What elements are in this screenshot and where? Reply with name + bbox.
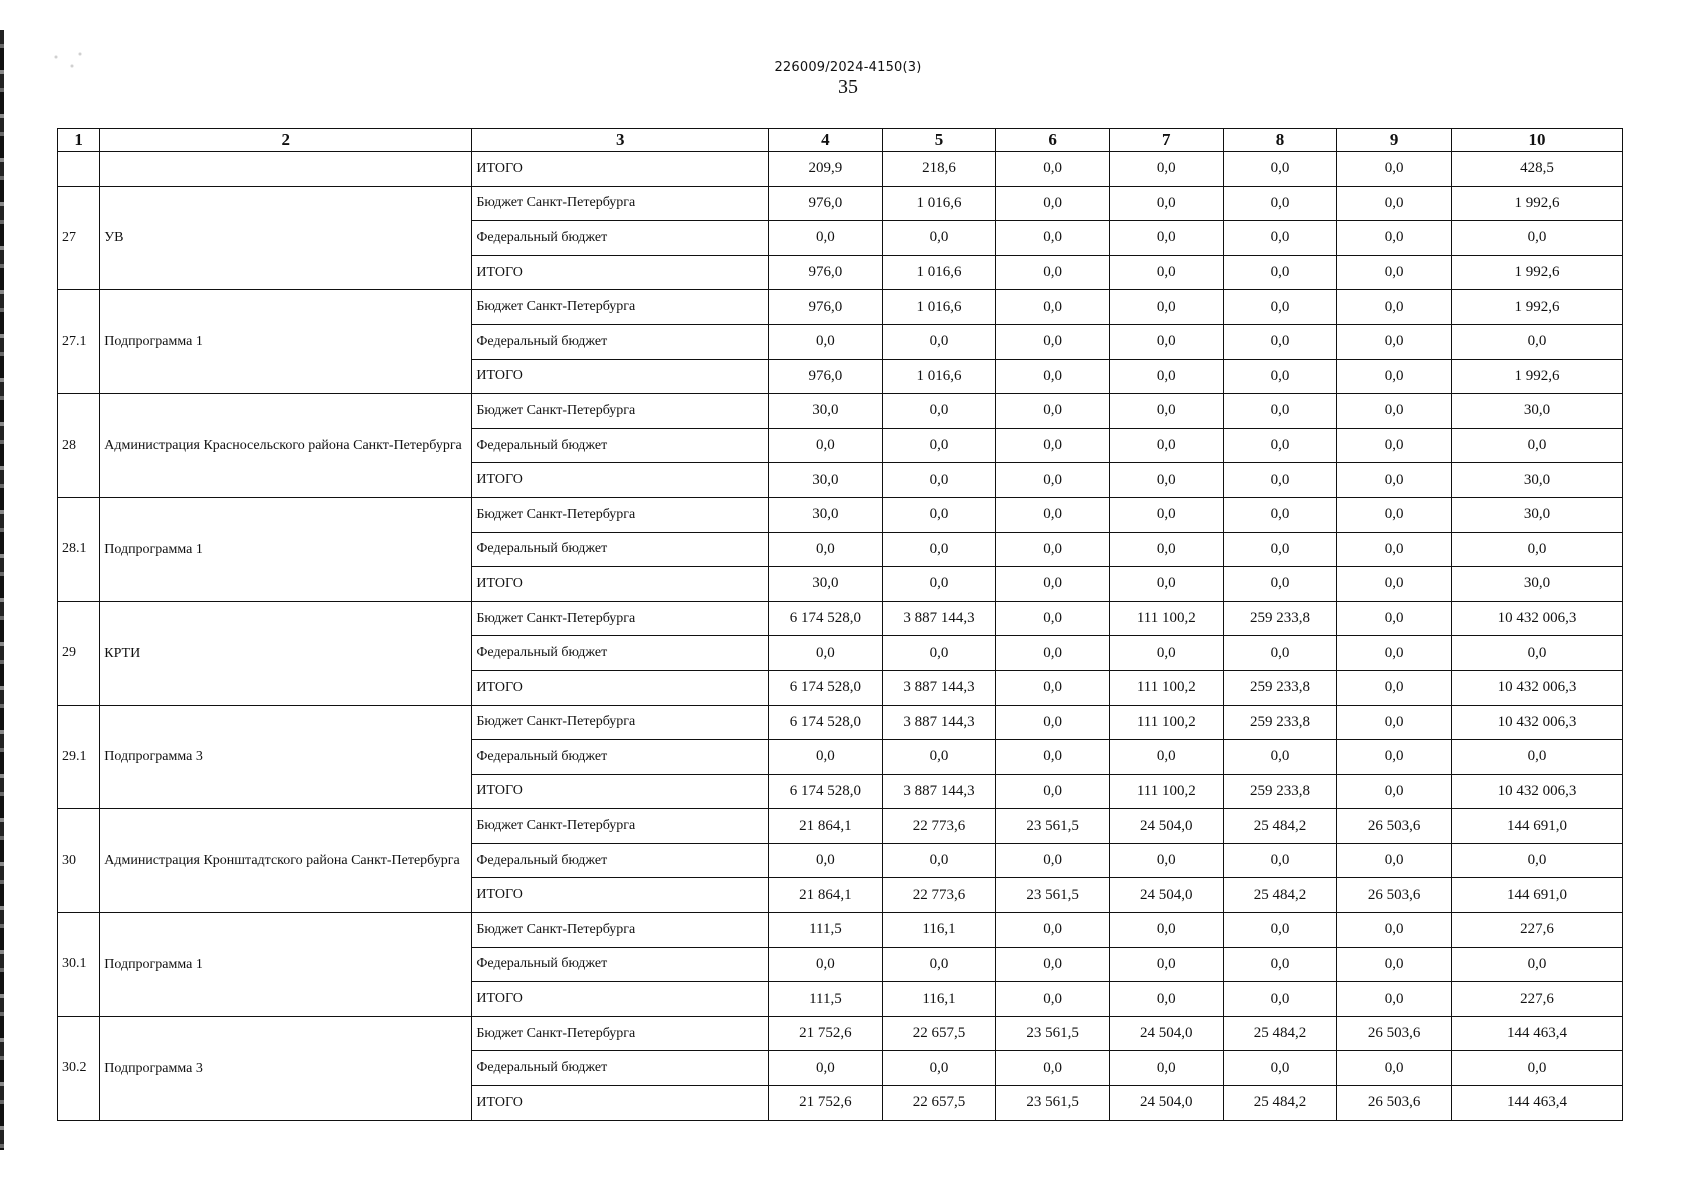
value-cell: 0,0 [1451,636,1622,671]
value-cell: 24 504,0 [1109,1016,1223,1051]
value-cell: 0,0 [996,255,1110,290]
row-name: УВ [100,186,472,290]
value-cell: 0,0 [1223,982,1337,1017]
value-cell: 0,0 [1109,567,1223,602]
value-cell: 0,0 [1337,774,1452,809]
value-cell: 976,0 [769,255,883,290]
funding-source: Федеральный бюджет [472,324,769,359]
funding-source: Федеральный бюджет [472,221,769,256]
value-cell: 30,0 [1451,567,1622,602]
value-cell: 0,0 [1109,982,1223,1017]
value-cell: 0,0 [1223,221,1337,256]
value-cell: 26 503,6 [1337,809,1452,844]
funding-source: ИТОГО [472,255,769,290]
value-cell: 0,0 [1451,221,1622,256]
value-cell: 0,0 [1337,843,1452,878]
value-cell: 0,0 [1109,913,1223,948]
value-cell: 0,0 [882,324,996,359]
table-row [58,394,1623,429]
value-cell: 21 864,1 [769,809,883,844]
value-cell: 22 773,6 [882,878,996,913]
value-cell: 0,0 [1223,567,1337,602]
funding-source: Бюджет Санкт-Петербурга [472,186,769,221]
value-cell: 1 992,6 [1451,255,1622,290]
row-index: 29 [58,601,100,705]
value-cell: 111 100,2 [1109,601,1223,636]
value-cell: 22 657,5 [882,1016,996,1051]
row-index: 28 [58,394,100,498]
row-index: 28.1 [58,497,100,601]
value-cell: 0,0 [996,290,1110,325]
value-cell: 30,0 [1451,394,1622,429]
value-cell: 0,0 [996,774,1110,809]
value-cell: 218,6 [882,152,996,187]
value-cell: 6 174 528,0 [769,670,883,705]
funding-source: Бюджет Санкт-Петербурга [472,1016,769,1051]
value-cell: 24 504,0 [1109,809,1223,844]
column-header: 7 [1109,129,1223,152]
value-cell: 0,0 [1337,982,1452,1017]
value-cell: 6 174 528,0 [769,705,883,740]
value-cell: 26 503,6 [1337,1016,1452,1051]
value-cell: 1 016,6 [882,186,996,221]
value-cell: 976,0 [769,359,883,394]
value-cell: 0,0 [1109,394,1223,429]
funding-source: ИТОГО [472,359,769,394]
value-cell: 0,0 [1337,394,1452,429]
value-cell: 0,0 [1109,186,1223,221]
row-index: 30.2 [58,1016,100,1120]
value-cell: 10 432 006,3 [1451,670,1622,705]
value-cell: 1 992,6 [1451,290,1622,325]
value-cell: 0,0 [882,428,996,463]
table-body [58,152,1623,1121]
value-cell: 22 773,6 [882,809,996,844]
value-cell: 0,0 [1451,740,1622,775]
value-cell: 0,0 [769,1051,883,1086]
value-cell: 0,0 [769,636,883,671]
value-cell: 0,0 [882,636,996,671]
value-cell: 26 503,6 [1337,1086,1452,1121]
value-cell: 30,0 [1451,463,1622,498]
value-cell: 0,0 [769,740,883,775]
value-cell: 0,0 [996,740,1110,775]
value-cell: 0,0 [996,497,1110,532]
funding-source: Бюджет Санкт-Петербурга [472,809,769,844]
value-cell: 976,0 [769,290,883,325]
value-cell: 0,0 [1337,359,1452,394]
value-cell: 3 887 144,3 [882,774,996,809]
value-cell: 0,0 [1337,1051,1452,1086]
value-cell: 0,0 [1337,290,1452,325]
table-row [58,1016,1623,1051]
row-index: 30 [58,809,100,913]
value-cell: 30,0 [769,394,883,429]
column-header: 1 [58,129,100,152]
column-number-row [58,129,1623,152]
value-cell: 30,0 [769,497,883,532]
value-cell: 0,0 [1337,497,1452,532]
value-cell: 144 463,4 [1451,1016,1622,1051]
value-cell: 0,0 [1337,463,1452,498]
value-cell: 0,0 [882,532,996,567]
row-index: 27.1 [58,290,100,394]
value-cell: 0,0 [996,324,1110,359]
column-header: 8 [1223,129,1337,152]
value-cell: 0,0 [1337,670,1452,705]
value-cell: 23 561,5 [996,1086,1110,1121]
funding-source: Бюджет Санкт-Петербурга [472,705,769,740]
value-cell: 0,0 [996,705,1110,740]
value-cell: 0,0 [1337,601,1452,636]
funding-source: ИТОГО [472,774,769,809]
value-cell: 144 463,4 [1451,1086,1622,1121]
value-cell: 0,0 [1223,532,1337,567]
value-cell: 259 233,8 [1223,601,1337,636]
value-cell: 1 016,6 [882,290,996,325]
value-cell: 10 432 006,3 [1451,774,1622,809]
value-cell: 0,0 [1451,324,1622,359]
value-cell: 0,0 [996,532,1110,567]
value-cell: 0,0 [1109,359,1223,394]
value-cell: 25 484,2 [1223,809,1337,844]
value-cell: 0,0 [996,221,1110,256]
funding-source: ИТОГО [472,670,769,705]
value-cell: 116,1 [882,913,996,948]
value-cell: 0,0 [1109,532,1223,567]
value-cell: 0,0 [1337,740,1452,775]
value-cell: 23 561,5 [996,809,1110,844]
value-cell: 0,0 [1223,1051,1337,1086]
value-cell: 1 992,6 [1451,359,1622,394]
row-name: Администрация Кронштадтского района Санкт-Петербурга [100,809,472,913]
value-cell: 0,0 [1337,532,1452,567]
value-cell: 0,0 [1109,152,1223,187]
row-name: Администрация Красносельского района Санкт-Петербурга [100,394,472,498]
value-cell: 0,0 [769,947,883,982]
funding-source: Федеральный бюджет [472,740,769,775]
value-cell: 0,0 [1337,636,1452,671]
value-cell: 0,0 [882,947,996,982]
value-cell: 0,0 [1223,497,1337,532]
value-cell: 259 233,8 [1223,670,1337,705]
value-cell: 0,0 [1337,913,1452,948]
value-cell: 0,0 [996,186,1110,221]
value-cell: 111,5 [769,982,883,1017]
column-header: 6 [996,129,1110,152]
value-cell: 0,0 [996,463,1110,498]
value-cell: 111 100,2 [1109,670,1223,705]
funding-source: Федеральный бюджет [472,532,769,567]
table-row [58,186,1623,221]
value-cell: 24 504,0 [1109,878,1223,913]
value-cell: 0,0 [1337,255,1452,290]
value-cell: 0,0 [1337,705,1452,740]
row-name: Подпрограмма 3 [100,705,472,809]
value-cell: 259 233,8 [1223,705,1337,740]
row-name: Подпрограмма 1 [100,497,472,601]
value-cell: 0,0 [1223,186,1337,221]
row-name [100,152,472,187]
value-cell: 0,0 [1223,324,1337,359]
value-cell: 22 657,5 [882,1086,996,1121]
funding-source: ИТОГО [472,567,769,602]
value-cell: 3 887 144,3 [882,705,996,740]
funding-source: Бюджет Санкт-Петербурга [472,913,769,948]
funding-source: Федеральный бюджет [472,947,769,982]
value-cell: 111 100,2 [1109,774,1223,809]
value-cell: 0,0 [769,324,883,359]
value-cell: 0,0 [1451,947,1622,982]
value-cell: 0,0 [769,221,883,256]
value-cell: 111 100,2 [1109,705,1223,740]
value-cell: 0,0 [1337,221,1452,256]
value-cell: 0,0 [1223,152,1337,187]
value-cell: 0,0 [1109,497,1223,532]
value-cell: 144 691,0 [1451,878,1622,913]
column-header: 9 [1337,129,1452,152]
value-cell: 0,0 [882,567,996,602]
value-cell: 0,0 [882,1051,996,1086]
value-cell: 209,9 [769,152,883,187]
table-row [58,705,1623,740]
value-cell: 0,0 [1223,255,1337,290]
funding-source: ИТОГО [472,152,769,187]
value-cell: 0,0 [1223,913,1337,948]
column-header: 3 [472,129,769,152]
scan-edge [0,30,4,1150]
value-cell: 0,0 [1109,740,1223,775]
row-name: Подпрограмма 1 [100,913,472,1017]
value-cell: 0,0 [1451,428,1622,463]
table-row [58,290,1623,325]
value-cell: 0,0 [1223,463,1337,498]
value-cell: 0,0 [996,428,1110,463]
value-cell: 0,0 [1337,324,1452,359]
column-header: 5 [882,129,996,152]
value-cell: 30,0 [769,567,883,602]
value-cell: 0,0 [1223,359,1337,394]
value-cell: 0,0 [996,1051,1110,1086]
value-cell: 0,0 [1337,428,1452,463]
value-cell: 0,0 [1451,532,1622,567]
value-cell: 0,0 [1109,255,1223,290]
value-cell: 0,0 [996,670,1110,705]
column-header: 10 [1451,129,1622,152]
funding-source: Федеральный бюджет [472,1051,769,1086]
value-cell: 0,0 [769,532,883,567]
value-cell: 1 992,6 [1451,186,1622,221]
value-cell: 0,0 [1109,463,1223,498]
value-cell: 0,0 [1109,843,1223,878]
value-cell: 0,0 [1337,567,1452,602]
value-cell: 0,0 [1337,152,1452,187]
value-cell: 0,0 [1451,843,1622,878]
value-cell: 0,0 [1223,428,1337,463]
value-cell: 227,6 [1451,913,1622,948]
table-row [58,601,1623,636]
value-cell: 0,0 [996,636,1110,671]
value-cell: 24 504,0 [1109,1086,1223,1121]
value-cell: 21 752,6 [769,1016,883,1051]
table-row [58,809,1623,844]
value-cell: 116,1 [882,982,996,1017]
value-cell: 0,0 [1109,290,1223,325]
value-cell: 1 016,6 [882,359,996,394]
value-cell: 0,0 [1223,947,1337,982]
document-id: 226009/2024-4150(3) [774,60,922,75]
row-name: Подпрограмма 3 [100,1016,472,1120]
funding-source: Бюджет Санкт-Петербурга [472,394,769,429]
value-cell: 0,0 [996,913,1110,948]
value-cell: 0,0 [882,463,996,498]
row-name: Подпрограмма 1 [100,290,472,394]
value-cell: 6 174 528,0 [769,601,883,636]
value-cell: 3 887 144,3 [882,670,996,705]
funding-source: Федеральный бюджет [472,636,769,671]
value-cell: 259 233,8 [1223,774,1337,809]
budget-table [57,128,1623,1121]
value-cell: 1 016,6 [882,255,996,290]
value-cell: 23 561,5 [996,878,1110,913]
value-cell: 0,0 [882,221,996,256]
value-cell: 23 561,5 [996,1016,1110,1051]
value-cell: 0,0 [1223,290,1337,325]
value-cell: 25 484,2 [1223,878,1337,913]
funding-source: Федеральный бюджет [472,428,769,463]
row-name: КРТИ [100,601,472,705]
value-cell: 144 691,0 [1451,809,1622,844]
value-cell: 0,0 [882,843,996,878]
value-cell: 227,6 [1451,982,1622,1017]
value-cell: 0,0 [1223,740,1337,775]
funding-source: ИТОГО [472,1086,769,1121]
value-cell: 0,0 [1337,186,1452,221]
value-cell: 0,0 [1109,428,1223,463]
funding-source: ИТОГО [472,463,769,498]
value-cell: 0,0 [996,152,1110,187]
row-index: 29.1 [58,705,100,809]
funding-source: Бюджет Санкт-Петербурга [472,497,769,532]
value-cell: 0,0 [996,843,1110,878]
value-cell: 0,0 [882,740,996,775]
value-cell: 0,0 [1337,947,1452,982]
value-cell: 3 887 144,3 [882,601,996,636]
value-cell: 0,0 [1109,636,1223,671]
funding-source: Федеральный бюджет [472,843,769,878]
value-cell: 25 484,2 [1223,1016,1337,1051]
row-index: 30.1 [58,913,100,1017]
value-cell: 111,5 [769,913,883,948]
value-cell: 0,0 [996,567,1110,602]
value-cell: 428,5 [1451,152,1622,187]
column-header: 4 [769,129,883,152]
value-cell: 0,0 [882,497,996,532]
value-cell: 0,0 [996,982,1110,1017]
value-cell: 0,0 [1223,843,1337,878]
value-cell: 0,0 [996,947,1110,982]
row-index [58,152,100,187]
value-cell: 10 432 006,3 [1451,601,1622,636]
table-row [58,497,1623,532]
value-cell: 0,0 [1109,221,1223,256]
value-cell: 976,0 [769,186,883,221]
funding-source: ИТОГО [472,878,769,913]
funding-source: Бюджет Санкт-Петербурга [472,601,769,636]
value-cell: 0,0 [1109,1051,1223,1086]
value-cell: 6 174 528,0 [769,774,883,809]
value-cell: 0,0 [769,843,883,878]
value-cell: 0,0 [882,394,996,429]
funding-source: Бюджет Санкт-Петербурга [472,290,769,325]
table-row [58,913,1623,948]
value-cell: 30,0 [769,463,883,498]
value-cell: 26 503,6 [1337,878,1452,913]
value-cell: 0,0 [769,428,883,463]
value-cell: 0,0 [1109,324,1223,359]
value-cell: 21 752,6 [769,1086,883,1121]
page-number: 35 [838,76,858,98]
funding-source: ИТОГО [472,982,769,1017]
value-cell: 25 484,2 [1223,1086,1337,1121]
row-index: 27 [58,186,100,290]
value-cell: 0,0 [996,359,1110,394]
column-header: 2 [100,129,472,152]
value-cell: 10 432 006,3 [1451,705,1622,740]
value-cell: 0,0 [1223,394,1337,429]
value-cell: 0,0 [1223,636,1337,671]
value-cell: 0,0 [996,601,1110,636]
value-cell: 0,0 [1451,1051,1622,1086]
value-cell: 21 864,1 [769,878,883,913]
value-cell: 30,0 [1451,497,1622,532]
value-cell: 0,0 [996,394,1110,429]
table-row [58,152,1623,187]
value-cell: 0,0 [1109,947,1223,982]
